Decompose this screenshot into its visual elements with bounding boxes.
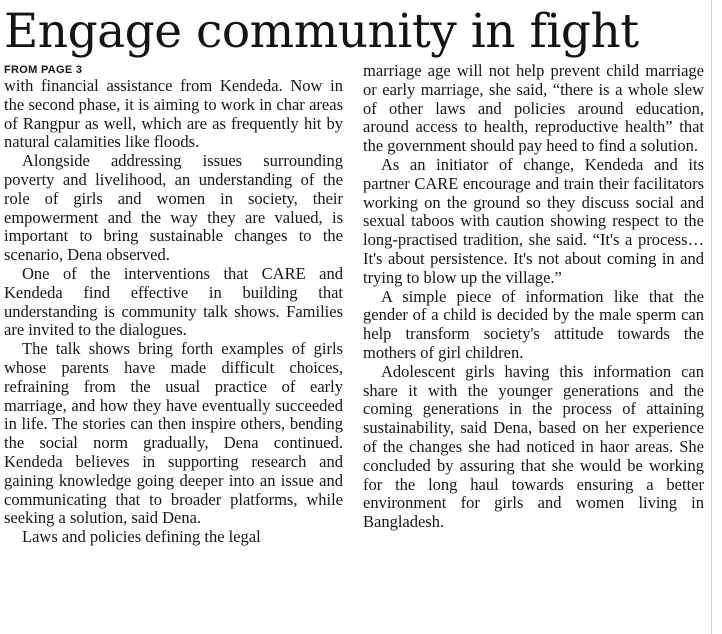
article-column-right	[363, 62, 704, 532]
paragraph: As an initiator of change, Kendeda and its partner CARE encourage and train their facilitators working on the ground so they discuss social and sexual taboos with caution showing respect to the long-practised tradition, she said. “It's a process… It's about persistence. It's not about coming in and trying to blow up the village.”	[363, 154, 704, 287]
paragraph: A simple piece of information like that the gender of a child is decided by the male sperm can help transform society's attitude towards the mothers of girl children.	[363, 286, 704, 362]
page-edge-rule	[711, 0, 722, 634]
headline: Engage community in fight	[4, 4, 639, 59]
article-column-left	[4, 62, 343, 547]
paragraph: The talk shows bring forth examples of girls whose parents have made difficult choices, refraining from the usual practice of early marriage, and how they have eventually succeeded in life. The stories can then inspire others, bending the social norm gradually, Dena continued. Kendeda believes in supporting research and gaining knowledge going deeper into an issue and communicating that to broader platforms, while seeking a solution, said Dena.	[4, 339, 343, 528]
paragraph: marriage age will not help prevent child marriage or early marriage, she said, “there is a whole slew of other laws and policies around education, around access to health, reproductive health” that the government should pay heed to find a solution.	[363, 61, 704, 156]
paragraph: with financial assistance from Kendeda. Now in the second phase, it is aiming to work in char areas of Rangpur as well, which are as frequently hit by natural calamities like floods.	[4, 76, 343, 152]
paragraph: Alongside addressing issues surrounding poverty and livelihood, an understanding of the role of girls and women in society, their empowerment and the way they are valued, is important to bring sustainable changes to the scenario, Dena observed.	[4, 151, 343, 265]
paragraph: Adolescent girls having this information can share it with the younger generations and the coming generations in the process of attaining sustainability, said Dena, based on her experience of the changes she had noticed in haor areas. She concluded by assuring that she would be working for the long haul towards ensuring a better environment for girls and women living in Bangladesh.	[363, 361, 704, 532]
continuation-kicker: FROM PAGE 3	[4, 64, 83, 76]
paragraph: Laws and policies defining the legal	[22, 527, 261, 547]
paragraph: One of the interventions that CARE and Kendeda find effective in building that understanding is community talk shows. Families are invited to the dialogues.	[4, 263, 343, 340]
